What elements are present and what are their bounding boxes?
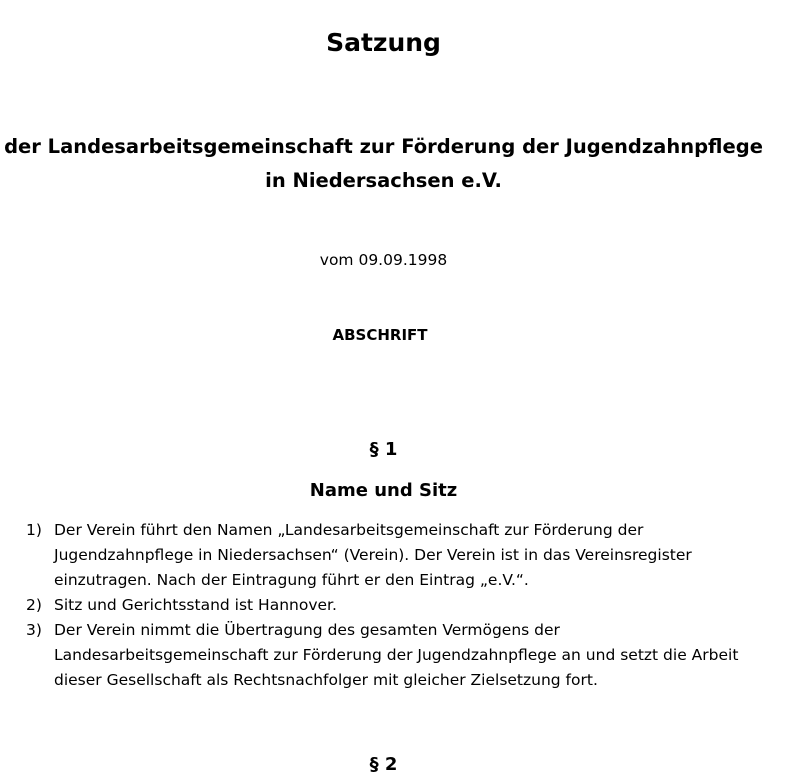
document-subtitle bbox=[0, 130, 767, 198]
section-2-number: § 2 bbox=[369, 754, 398, 775]
clause-text: Der Verein nimmt die Übertragung des gesamten Vermögens der Landesarbeitsgemeinschaft zur Förderung der Jugendzahnpflege an und setzt die Arbeit dieser Gesellschaft als Rechtsnachfolger mit gleicher Zielsetzung fort. bbox=[54, 621, 739, 689]
clause-number: 3) bbox=[26, 621, 42, 639]
clause-text: Sitz und Gerichtsstand ist Hannover. bbox=[54, 596, 337, 614]
clause-item bbox=[26, 593, 766, 618]
document-title: Satzung bbox=[326, 28, 441, 57]
subtitle-line-2: in Niedersachsen e.V. bbox=[265, 169, 502, 192]
section-1-title: Name und Sitz bbox=[309, 480, 458, 501]
copy-label: ABSCHRIFT bbox=[332, 326, 428, 344]
document-date: vom 09.09.1998 bbox=[319, 251, 448, 269]
section-1-clauses bbox=[26, 518, 766, 693]
clause-text: Der Verein führt den Namen „Landesarbeitsgemeinschaft zur Förderung der Jugendzahnpflege in Niedersachsen“ (Verein). Der Verein ist in das Vereinsregister einzutragen. Nach der Eintragung führt er den Eintrag „e.V.“. bbox=[54, 521, 692, 589]
clause-item bbox=[26, 518, 766, 593]
clause-number: 1) bbox=[26, 521, 42, 539]
clause-number: 2) bbox=[26, 596, 42, 614]
clause-item bbox=[26, 618, 766, 693]
section-1-number: § 1 bbox=[369, 439, 398, 460]
subtitle-line-1: der Landesarbeitsgemeinschaft zur Förderung der Jugendzahnpflege bbox=[4, 135, 763, 158]
